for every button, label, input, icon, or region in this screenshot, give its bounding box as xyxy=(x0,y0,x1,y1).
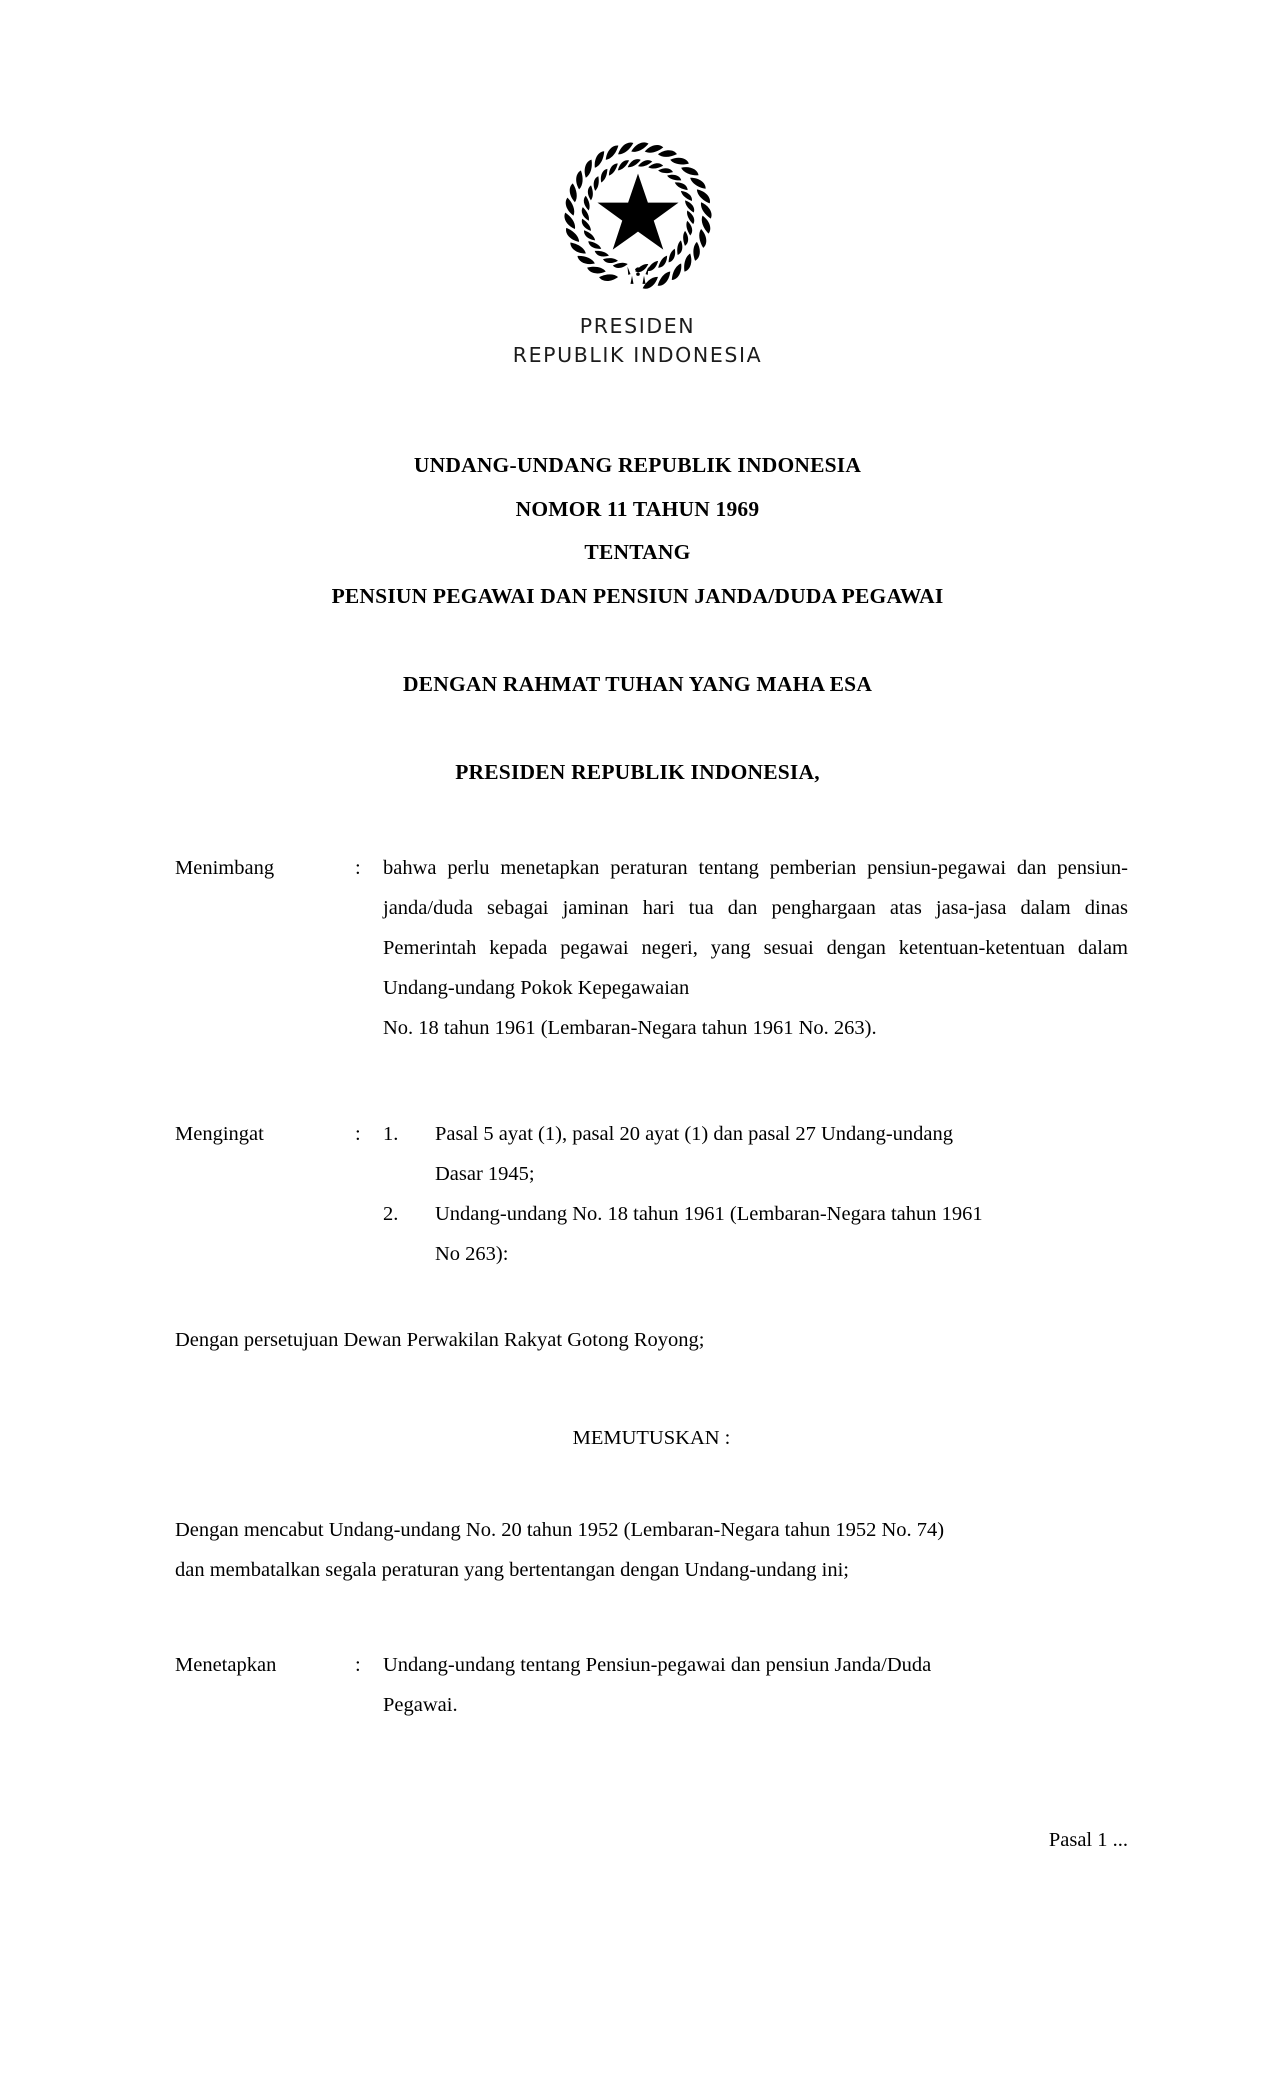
clause-menimbang-label: Menimbang xyxy=(175,857,275,879)
list-item-number: 1. xyxy=(383,1123,399,1145)
clause-menimbang-content xyxy=(383,848,1128,1048)
paragraph-mencabut-line1: Dengan mencabut Undang-undang No. 20 tahun 1952 (Lembaran-Negara tahun 1952 No. 74) xyxy=(175,1519,945,1541)
document-title-block xyxy=(120,455,1155,607)
letterhead-line-republik-indonesia: REPUBLIK INDONESIA xyxy=(512,343,763,368)
footer-next-section-note: Pasal 1 ... xyxy=(1048,1829,1128,1851)
list-item-text-last-line: Dasar 1945; xyxy=(435,1163,535,1185)
list-item xyxy=(383,1114,1128,1194)
paragraph-mencabut xyxy=(175,1510,1128,1590)
list-item-text-main: Pasal 5 ayat (1), pasal 20 ayat (1) dan pasal 27 Undang-undang xyxy=(435,1123,954,1145)
clause-menimbang-body-last-line: No. 18 tahun 1961 (Lembaran-Negara tahun 1961 No. 263). xyxy=(383,1017,877,1039)
clause-menetapkan-body-last-line: Pegawai. xyxy=(383,1694,458,1716)
list-item-number: 2. xyxy=(383,1203,399,1225)
garuda-star-wreath-emblem xyxy=(563,140,713,295)
list-item xyxy=(383,1194,1128,1274)
clause-mengingat-label: Mengingat xyxy=(175,1123,264,1145)
title-law-subject: PENSIUN PEGAWAI DAN PENSIUN JANDA/DUDA PEGAWAI xyxy=(331,583,944,608)
paragraph-persetujuan: Dengan persetujuan Dewan Perwakilan Rakyat Gotong Royong; xyxy=(175,1329,705,1351)
heading-memutuskan: MEMUTUSKAN : xyxy=(572,1427,731,1449)
title-about-label: TENTANG xyxy=(584,540,691,564)
title-law-number: NOMOR 11 TAHUN 1969 xyxy=(515,496,760,521)
clause-menetapkan-content xyxy=(383,1645,1128,1725)
clause-menetapkan-colon: : xyxy=(355,1654,361,1676)
clause-mengingat-content xyxy=(383,1114,1128,1274)
clause-mengingat-colon: : xyxy=(355,1123,361,1145)
clause-menimbang-body: bahwa perlu menetapkan peraturan tentang pemberian pensiun-pegawai dan pensiun-janda/duda sebagai jaminan hari tua dan penghargaan atas jasa-jasa dalam dinas Pemerintah kepada pegawai negeri, yang sesuai dengan ketentuan-ketentuan dalam Undang-undang Pokok Kepegawaian xyxy=(383,857,1128,999)
clause-menimbang xyxy=(175,848,1128,1048)
list-item-text xyxy=(435,1114,1128,1194)
clause-menimbang-colon: : xyxy=(355,857,361,879)
letterhead-line-presiden: PRESIDEN xyxy=(579,314,696,338)
clause-menetapkan-body: Undang-undang tentang Pensiun-pegawai dan pensiun Janda/Duda xyxy=(383,1654,932,1676)
title-law-name: UNDANG-UNDANG REPUBLIK INDONESIA xyxy=(413,453,862,477)
mengingat-list xyxy=(383,1114,1128,1274)
clause-mengingat xyxy=(175,1114,1128,1274)
list-item-text-main: Undang-undang No. 18 tahun 1961 (Lembaran-Negara tahun 1961 xyxy=(435,1203,983,1225)
clause-menetapkan xyxy=(175,1645,1128,1725)
letterhead xyxy=(0,140,1275,370)
list-item-text xyxy=(435,1194,1128,1274)
clause-menetapkan-label: Menetapkan xyxy=(175,1654,277,1676)
invocation-line: DENGAN RAHMAT TUHAN YANG MAHA ESA xyxy=(402,672,873,696)
letterhead-text xyxy=(0,312,1275,370)
paragraph-mencabut-line2: dan membatalkan segala peraturan yang bertentangan dengan Undang-undang ini; xyxy=(175,1559,849,1581)
list-item-text-last-line: No 263): xyxy=(435,1243,509,1265)
issuer-line: PRESIDEN REPUBLIK INDONESIA, xyxy=(455,760,820,784)
